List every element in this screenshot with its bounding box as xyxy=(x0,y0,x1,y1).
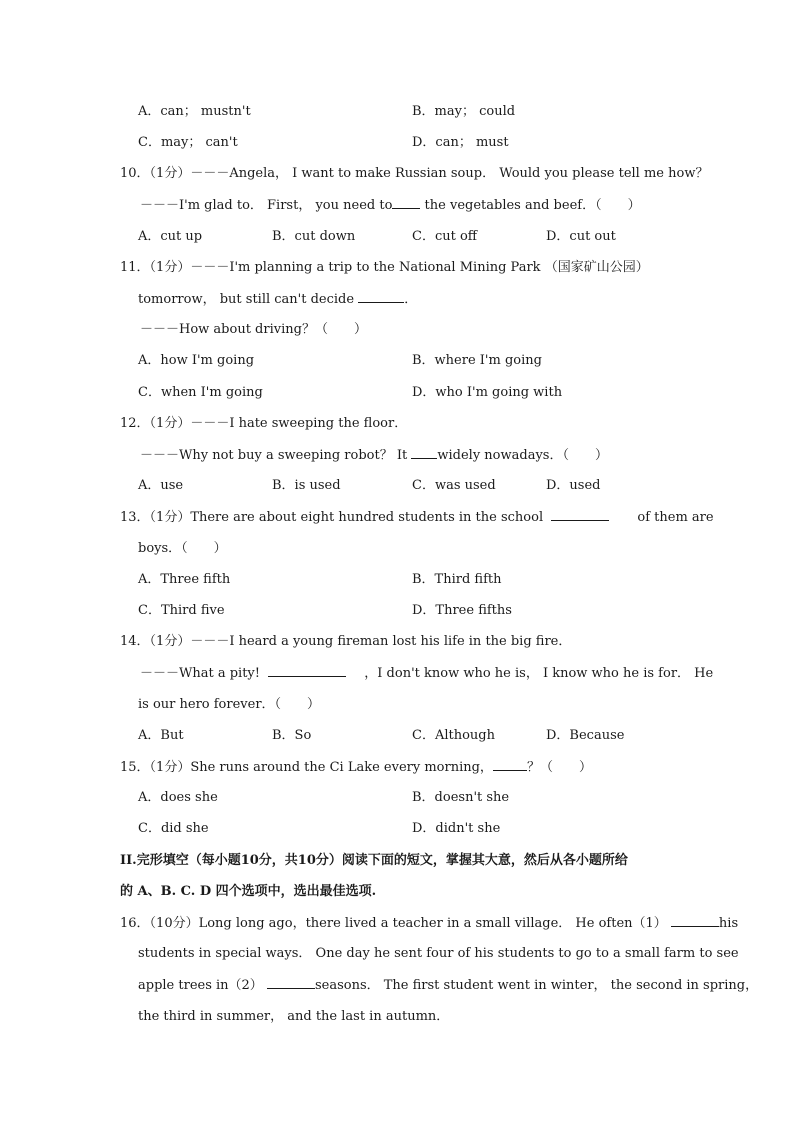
q13-stem-1a: 13．（1分）There are about eight hundred students in the school xyxy=(120,510,544,525)
q12-stem-2a: －－－Why not buy a sweeping robot？ It xyxy=(140,448,408,463)
section-heading-cloze-2: 的 A、B. C. D 四个选项中，选出最佳选项. xyxy=(120,884,377,899)
q13-option-c: C．Third five xyxy=(138,603,225,618)
q16-passage-line-4: the third in summer， and the last in autumn． xyxy=(138,1009,450,1024)
q16-l3b: seasons． The first student went in winter， the second in spring， xyxy=(314,978,759,993)
q16-blank-2 xyxy=(267,976,315,989)
q15-option-a: A．does she xyxy=(138,790,218,805)
q9-option-b: B．may； could xyxy=(412,104,516,119)
q11-stem-2b: ． xyxy=(404,292,418,307)
q16-l1b: his xyxy=(718,916,739,931)
q11-blank xyxy=(358,290,404,303)
q16-passage-line-2: students in special ways． One day he sent four of his students to go to a small farm to see xyxy=(138,946,739,961)
q10-option-a: A．cut up xyxy=(138,229,203,244)
q14-blank xyxy=(268,664,346,677)
q10-blank xyxy=(392,196,420,209)
q16-passage-line-3 xyxy=(138,976,758,995)
q13-option-b: B．Third fifth xyxy=(412,572,502,587)
q15-option-d: D．didn't she xyxy=(412,821,501,836)
q14-option-b: B．So xyxy=(272,728,312,743)
q13-blank xyxy=(551,508,609,521)
q16-l3a: apple trees in（2） xyxy=(138,978,263,993)
q13-stem xyxy=(120,508,714,527)
q14-stem: 14．（1分）－－－I heard a young fireman lost his life in the big fire． xyxy=(120,634,572,649)
q11-stem: 11．（1分）－－－I'm planning a trip to the National Mining Park （国家矿山公园） xyxy=(120,260,649,275)
q10-stem-2a: －－－I'm glad to． First， you need to xyxy=(140,198,393,213)
q13-option-d: D．Three fifths xyxy=(412,603,512,618)
q10-stem-2 xyxy=(140,196,641,215)
q12-option-d: D．used xyxy=(546,478,601,493)
q16-passage-line-1 xyxy=(120,914,738,933)
q11-option-a: A．how I'm going xyxy=(138,353,255,368)
q12-option-a: A．use xyxy=(138,478,184,493)
q10-stem: 10．（1分）－－－Angela， I want to make Russian soup． Would you please tell me how？ xyxy=(120,166,709,181)
q14-stem-2b: ，I don't know who he is， I know who he is for． He xyxy=(364,666,714,681)
q14-stem-2 xyxy=(140,664,713,683)
q12-stem: 12．（1分）－－－I hate sweeping the floor． xyxy=(120,416,408,431)
q16-l1a: 16．（10分）Long long ago，there lived a teacher in a small village． He often（1） xyxy=(120,916,667,931)
q10-option-b: B．cut down xyxy=(272,229,356,244)
q15-stem-1b: ？（ ） xyxy=(526,760,592,775)
q12-stem-2b: widely nowadays．（ ） xyxy=(437,448,608,463)
q15-blank xyxy=(493,758,527,771)
q12-stem-2 xyxy=(140,446,608,465)
q14-stem-3: is our hero forever．（ ） xyxy=(138,697,321,712)
q12-option-b: B．is used xyxy=(272,478,341,493)
q15-stem-1a: 15．（1分）She runs around the Ci Lake every morning， xyxy=(120,760,493,775)
q13-stem-2: boys．（ ） xyxy=(138,541,227,556)
q15-stem xyxy=(120,758,592,777)
q14-option-d: D．Because xyxy=(546,728,625,743)
q11-stem-3: －－－How about driving？（ ） xyxy=(140,322,367,337)
q13-option-a: A．Three fifth xyxy=(138,572,231,587)
q10-option-c: C．cut off xyxy=(412,229,478,244)
q11-option-c: C．when I'm going xyxy=(138,385,263,400)
q10-option-d: D．cut out xyxy=(546,229,616,244)
q13-stem-1b: of them are xyxy=(637,510,714,525)
q9-option-d: D．can； must xyxy=(412,135,509,150)
q14-option-c: C．Although xyxy=(412,728,495,743)
q12-option-c: C．was used xyxy=(412,478,496,493)
q10-stem-2b: the vegetables and beef．（ ） xyxy=(424,198,641,213)
q16-blank-1 xyxy=(671,914,719,927)
q9-option-c: C．may； can't xyxy=(138,135,238,150)
section-heading-cloze: II.完形填空（每小题10分，共10分）阅读下面的短文，掌握其大意，然后从各小题所给 xyxy=(120,853,628,868)
q15-option-b: B．doesn't she xyxy=(412,790,510,805)
q14-option-a: A．But xyxy=(138,728,184,743)
q14-stem-2a: －－－What a pity! xyxy=(140,666,260,681)
q11-option-b: B．where I'm going xyxy=(412,353,542,368)
q15-option-c: C．did she xyxy=(138,821,209,836)
q11-stem-2 xyxy=(138,290,417,309)
q12-blank xyxy=(411,446,437,459)
q11-stem-2a: tomorrow， but still can't decide xyxy=(138,292,355,307)
q11-option-d: D．who I'm going with xyxy=(412,385,563,400)
q9-option-a: A．can； mustn't xyxy=(138,104,251,119)
